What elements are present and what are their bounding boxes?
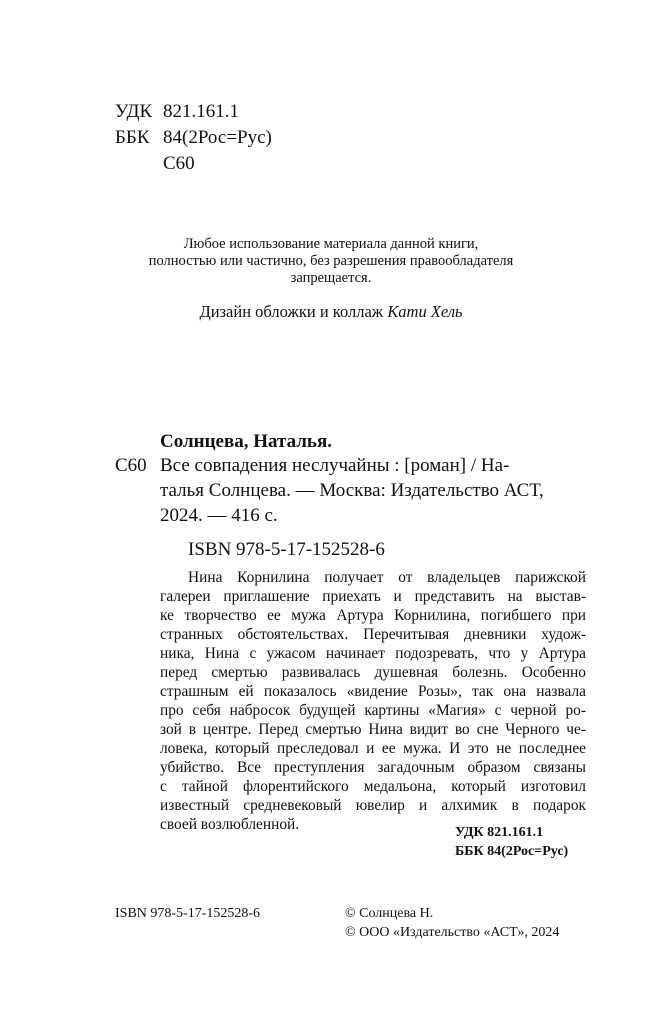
footer-isbn: ISBN 978-5-17-152528-6 (115, 906, 261, 921)
design-credit-text: Дизайн обложки и коллаж (199, 302, 384, 321)
annotation-udk: УДК 821.161.1 (455, 825, 544, 840)
annotation-line: с тайной флорентийского медальона, который изготовил (160, 778, 586, 795)
bbk-label: ББК (115, 127, 150, 148)
udk-label: УДК (115, 101, 153, 122)
annotation-line: известный средневековый ювелир и алхимик в подарок (160, 797, 586, 814)
design-credit (0, 302, 662, 322)
annotation-line: зой в центре. Перед смертью Нина видит во сне Черного че- (160, 721, 586, 738)
annotation-bbk: ББК 84(2Рос=Рус) (455, 844, 569, 859)
annotation-line: Нина Корнилина получает от владельцев парижской (188, 569, 586, 586)
copyright-author: © Солнцева Н. (345, 906, 434, 921)
legal-notice-line: запрещается. (290, 270, 372, 286)
annotation-line: своей возлюбленной. (160, 816, 300, 833)
legal-notice-line: полностью или частично, без разрешения правообладателя (148, 253, 514, 269)
catalog-isbn: ISBN 978-5-17-152528-6 (188, 539, 385, 560)
annotation-line: странных обстоятельствах. Перечитывая дневники худож- (160, 626, 586, 643)
author-sign: С60 (163, 153, 195, 174)
catalog-code: С60 (115, 455, 147, 476)
catalog-author: Солнцева, Наталья. (160, 431, 332, 452)
catalog-line: 2024. — 416 с. (160, 505, 278, 526)
annotation-line: ке творчество ее мужа Артура Корнилина, погибшего при (160, 607, 586, 624)
catalog-line: Все совпадения неслучайны : [роман] / На- (160, 455, 510, 476)
legal-notice-line: Любое использование материала данной книги, (183, 236, 479, 252)
bbk-value: 84(2Рос=Рус) (163, 127, 272, 148)
annotation-line: ника, Нина с ужасом начинает подозревать, что у Артура (160, 645, 586, 662)
catalog-line: талья Солнцева. — Москва: Издательство АСТ, (160, 480, 544, 501)
annotation-line: страшным ей показалось «видение Розы», так она назвала (160, 683, 586, 700)
udk-value: 821.161.1 (163, 101, 239, 122)
annotation-line: перед смертью развивалась душевная болезнь. Особенно (160, 664, 586, 681)
annotation-line: галереи приглашение приехать и представить на выстав- (160, 588, 586, 605)
annotation-line: убийство. Все преступления загадочным образом связаны (160, 759, 586, 776)
copyright-publisher: © ООО «Издательство «АСТ», 2024 (345, 925, 560, 940)
annotation-line: ловека, который преследовал и ее мужа. И это не последнее (160, 740, 586, 757)
annotation-line: про себя набросок будущей картины «Магия» с черной ро- (160, 702, 586, 719)
design-credit-name: Кати Хель (387, 302, 463, 321)
